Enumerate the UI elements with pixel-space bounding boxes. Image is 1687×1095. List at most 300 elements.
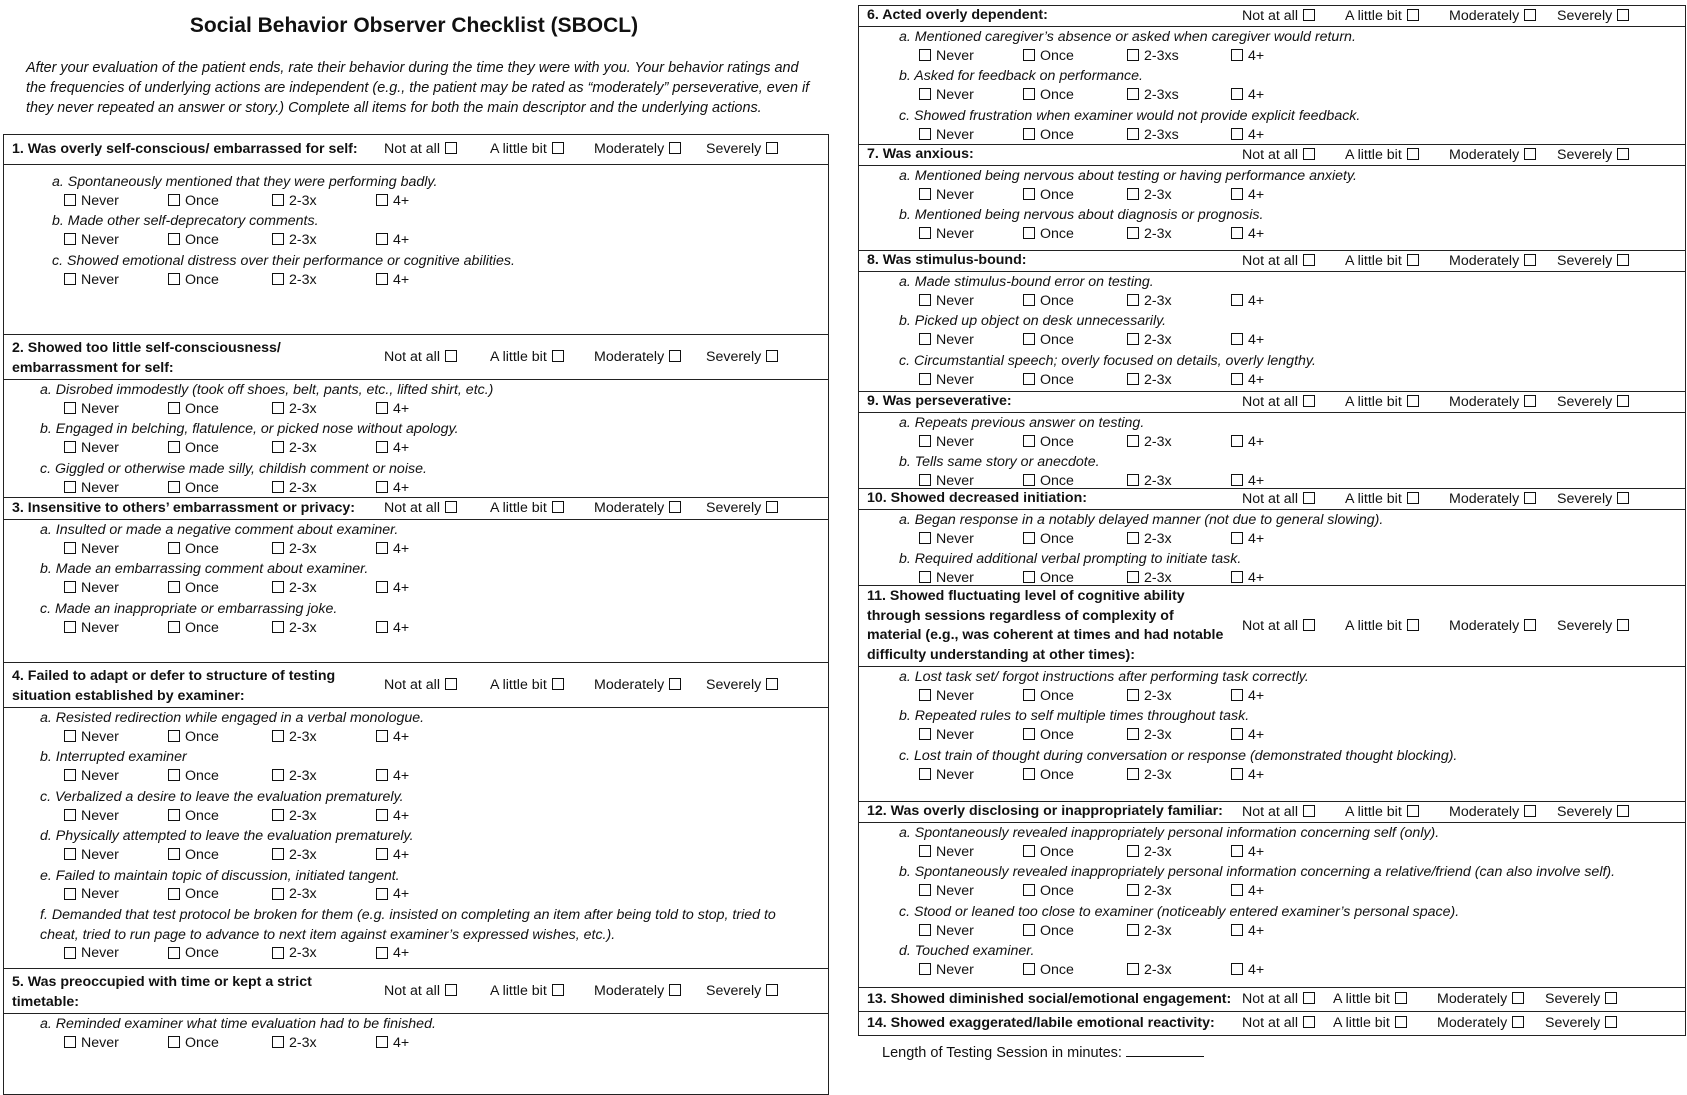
checkbox-icon[interactable] (1231, 333, 1243, 345)
rating-a-little-bit[interactable] (490, 348, 564, 367)
checkbox-icon[interactable] (1231, 49, 1243, 61)
checkbox-icon[interactable] (376, 730, 388, 742)
frequency-2[interactable] (1127, 225, 1172, 244)
checkbox-icon[interactable] (1303, 805, 1315, 817)
checkbox-icon[interactable] (445, 501, 457, 513)
checkbox-icon[interactable] (1127, 768, 1139, 780)
rating-severely[interactable] (706, 499, 778, 518)
rating-not-at-all[interactable] (384, 676, 457, 695)
checkbox-icon[interactable] (669, 984, 681, 996)
checkbox-icon[interactable] (1617, 148, 1629, 160)
checkbox-icon[interactable] (272, 769, 284, 781)
frequency-0[interactable] (919, 433, 974, 452)
checkbox-icon[interactable] (272, 402, 284, 414)
checkbox-icon[interactable] (1231, 88, 1243, 100)
frequency-3[interactable] (1231, 225, 1264, 244)
frequency-3[interactable] (376, 767, 409, 786)
frequency-2[interactable] (272, 579, 317, 598)
frequency-3[interactable] (376, 846, 409, 865)
checkbox-icon[interactable] (168, 848, 180, 860)
frequency-2[interactable] (272, 807, 317, 826)
frequency-1[interactable] (168, 400, 219, 419)
checkbox-icon[interactable] (1605, 992, 1617, 1004)
frequency-3[interactable] (1231, 530, 1264, 549)
frequency-3[interactable] (1231, 86, 1264, 105)
frequency-0[interactable] (919, 225, 974, 244)
frequency-3[interactable] (376, 579, 409, 598)
frequency-3[interactable] (1231, 843, 1264, 862)
checkbox-icon[interactable] (919, 333, 931, 345)
checkbox-icon[interactable] (168, 1036, 180, 1048)
frequency-0[interactable] (64, 479, 119, 498)
checkbox-icon[interactable] (919, 689, 931, 701)
checkbox-icon[interactable] (766, 678, 778, 690)
checkbox-icon[interactable] (168, 730, 180, 742)
checkbox-icon[interactable] (919, 294, 931, 306)
checkbox-icon[interactable] (1023, 373, 1035, 385)
checkbox-icon[interactable] (1023, 188, 1035, 200)
checkbox-icon[interactable] (168, 441, 180, 453)
rating-moderately[interactable] (594, 348, 681, 367)
frequency-1[interactable] (1023, 292, 1074, 311)
frequency-2[interactable] (272, 479, 317, 498)
frequency-3[interactable] (1231, 882, 1264, 901)
checkbox-icon[interactable] (919, 963, 931, 975)
checkbox-icon[interactable] (1303, 492, 1315, 504)
checkbox-icon[interactable] (64, 273, 76, 285)
checkbox-icon[interactable] (1023, 532, 1035, 544)
frequency-1[interactable] (1023, 126, 1074, 145)
rating-not-at-all[interactable] (1242, 1014, 1315, 1033)
checkbox-icon[interactable] (376, 273, 388, 285)
checkbox-icon[interactable] (64, 621, 76, 633)
frequency-0[interactable] (919, 331, 974, 350)
frequency-0[interactable] (64, 767, 119, 786)
frequency-0[interactable] (919, 687, 974, 706)
frequency-2[interactable] (1127, 186, 1172, 205)
frequency-3[interactable] (376, 944, 409, 963)
frequency-2[interactable] (272, 885, 317, 904)
checkbox-icon[interactable] (1524, 9, 1536, 21)
rating-moderately[interactable] (1449, 803, 1536, 822)
frequency-2[interactable] (272, 439, 317, 458)
checkbox-icon[interactable] (919, 49, 931, 61)
frequency-1[interactable] (168, 807, 219, 826)
checkbox-icon[interactable] (1303, 9, 1315, 21)
checkbox-icon[interactable] (1023, 884, 1035, 896)
frequency-2[interactable] (1127, 292, 1172, 311)
rating-a-little-bit[interactable] (490, 140, 564, 159)
frequency-1[interactable] (168, 728, 219, 747)
frequency-3[interactable] (376, 192, 409, 211)
rating-severely[interactable] (1545, 1014, 1617, 1033)
rating-not-at-all[interactable] (1242, 617, 1315, 636)
checkbox-icon[interactable] (552, 984, 564, 996)
checkbox-icon[interactable] (1524, 492, 1536, 504)
rating-not-at-all[interactable] (1242, 146, 1315, 165)
checkbox-icon[interactable] (919, 532, 931, 544)
checkbox-icon[interactable] (272, 441, 284, 453)
frequency-2[interactable] (272, 192, 317, 211)
frequency-2[interactable] (272, 846, 317, 865)
checkbox-icon[interactable] (919, 924, 931, 936)
frequency-3[interactable] (1231, 186, 1264, 205)
checkbox-icon[interactable] (1127, 474, 1139, 486)
checkbox-icon[interactable] (376, 402, 388, 414)
frequency-3[interactable] (1231, 766, 1264, 785)
rating-not-at-all[interactable] (384, 348, 457, 367)
checkbox-icon[interactable] (272, 481, 284, 493)
rating-moderately[interactable] (1449, 393, 1536, 412)
checkbox-icon[interactable] (1617, 619, 1629, 631)
checkbox-icon[interactable] (1023, 963, 1035, 975)
frequency-3[interactable] (376, 619, 409, 638)
checkbox-icon[interactable] (64, 481, 76, 493)
rating-moderately[interactable] (1449, 7, 1536, 26)
frequency-2[interactable] (272, 944, 317, 963)
frequency-1[interactable] (168, 540, 219, 559)
rating-not-at-all[interactable] (384, 140, 457, 159)
frequency-2[interactable] (1127, 433, 1172, 452)
frequency-3[interactable] (1231, 961, 1264, 980)
checkbox-icon[interactable] (376, 621, 388, 633)
checkbox-icon[interactable] (1303, 395, 1315, 407)
checkbox-icon[interactable] (1023, 49, 1035, 61)
rating-a-little-bit[interactable] (490, 982, 564, 1001)
frequency-1[interactable] (168, 767, 219, 786)
frequency-1[interactable] (1023, 843, 1074, 862)
rating-a-little-bit[interactable] (1345, 393, 1419, 412)
checkbox-icon[interactable] (919, 768, 931, 780)
checkbox-icon[interactable] (168, 947, 180, 959)
frequency-2[interactable] (272, 271, 317, 290)
frequency-1[interactable] (1023, 371, 1074, 390)
rating-moderately[interactable] (1449, 146, 1536, 165)
checkbox-icon[interactable] (1127, 689, 1139, 701)
checkbox-icon[interactable] (1407, 254, 1419, 266)
checkbox-icon[interactable] (1605, 1016, 1617, 1028)
checkbox-icon[interactable] (552, 501, 564, 513)
checkbox-icon[interactable] (168, 581, 180, 593)
checkbox-icon[interactable] (669, 678, 681, 690)
checkbox-icon[interactable] (64, 542, 76, 554)
frequency-1[interactable] (1023, 726, 1074, 745)
checkbox-icon[interactable] (919, 188, 931, 200)
checkbox-icon[interactable] (64, 441, 76, 453)
checkbox-icon[interactable] (1407, 148, 1419, 160)
checkbox-icon[interactable] (64, 233, 76, 245)
checkbox-icon[interactable] (1127, 728, 1139, 740)
rating-severely[interactable] (706, 676, 778, 695)
checkbox-icon[interactable] (445, 678, 457, 690)
checkbox-icon[interactable] (1231, 571, 1243, 583)
checkbox-icon[interactable] (272, 848, 284, 860)
frequency-3[interactable] (1231, 433, 1264, 452)
checkbox-icon[interactable] (919, 227, 931, 239)
frequency-0[interactable] (919, 186, 974, 205)
checkbox-icon[interactable] (168, 481, 180, 493)
frequency-2[interactable] (1127, 687, 1172, 706)
checkbox-icon[interactable] (376, 1036, 388, 1048)
checkbox-icon[interactable] (1023, 88, 1035, 100)
checkbox-icon[interactable] (272, 621, 284, 633)
rating-a-little-bit[interactable] (490, 676, 564, 695)
checkbox-icon[interactable] (1231, 963, 1243, 975)
checkbox-icon[interactable] (919, 88, 931, 100)
checkbox-icon[interactable] (1231, 728, 1243, 740)
checkbox-icon[interactable] (1617, 492, 1629, 504)
checkbox-icon[interactable] (919, 435, 931, 447)
rating-not-at-all[interactable] (384, 499, 457, 518)
checkbox-icon[interactable] (1023, 689, 1035, 701)
rating-moderately[interactable] (594, 499, 681, 518)
checkbox-icon[interactable] (1231, 227, 1243, 239)
frequency-0[interactable] (919, 86, 974, 105)
checkbox-icon[interactable] (669, 501, 681, 513)
checkbox-icon[interactable] (1023, 128, 1035, 140)
frequency-1[interactable] (1023, 433, 1074, 452)
checkbox-icon[interactable] (376, 848, 388, 860)
frequency-3[interactable] (1231, 726, 1264, 745)
checkbox-icon[interactable] (919, 571, 931, 583)
checkbox-icon[interactable] (1524, 254, 1536, 266)
checkbox-icon[interactable] (168, 769, 180, 781)
checkbox-icon[interactable] (272, 542, 284, 554)
rating-severely[interactable] (1557, 146, 1629, 165)
frequency-3[interactable] (1231, 292, 1264, 311)
rating-a-little-bit[interactable] (1345, 252, 1419, 271)
rating-severely[interactable] (1557, 252, 1629, 271)
checkbox-icon[interactable] (766, 984, 778, 996)
checkbox-icon[interactable] (272, 233, 284, 245)
frequency-0[interactable] (64, 439, 119, 458)
checkbox-icon[interactable] (1023, 227, 1035, 239)
checkbox-icon[interactable] (1023, 474, 1035, 486)
checkbox-icon[interactable] (376, 769, 388, 781)
rating-not-at-all[interactable] (1242, 252, 1315, 271)
rating-moderately[interactable] (594, 676, 681, 695)
frequency-1[interactable] (1023, 186, 1074, 205)
checkbox-icon[interactable] (1127, 571, 1139, 583)
frequency-1[interactable] (1023, 961, 1074, 980)
checkbox-icon[interactable] (1231, 689, 1243, 701)
frequency-0[interactable] (64, 579, 119, 598)
checkbox-icon[interactable] (766, 350, 778, 362)
checkbox-icon[interactable] (376, 581, 388, 593)
checkbox-icon[interactable] (1407, 805, 1419, 817)
session-length-field[interactable] (1126, 1044, 1204, 1057)
frequency-2[interactable] (1127, 331, 1172, 350)
frequency-0[interactable] (919, 530, 974, 549)
checkbox-icon[interactable] (64, 888, 76, 900)
checkbox-icon[interactable] (168, 194, 180, 206)
checkbox-icon[interactable] (1127, 845, 1139, 857)
checkbox-icon[interactable] (376, 441, 388, 453)
frequency-1[interactable] (168, 231, 219, 250)
frequency-0[interactable] (919, 961, 974, 980)
frequency-2[interactable] (272, 619, 317, 638)
rating-moderately[interactable] (1449, 490, 1536, 509)
checkbox-icon[interactable] (1231, 768, 1243, 780)
frequency-0[interactable] (919, 882, 974, 901)
frequency-2[interactable] (1127, 766, 1172, 785)
rating-severely[interactable] (1557, 803, 1629, 822)
frequency-3[interactable] (1231, 331, 1264, 350)
checkbox-icon[interactable] (1127, 49, 1139, 61)
frequency-1[interactable] (1023, 86, 1074, 105)
frequency-0[interactable] (919, 922, 974, 941)
rating-moderately[interactable] (1449, 617, 1536, 636)
frequency-3[interactable] (1231, 371, 1264, 390)
checkbox-icon[interactable] (552, 350, 564, 362)
checkbox-icon[interactable] (1231, 884, 1243, 896)
checkbox-icon[interactable] (1303, 148, 1315, 160)
frequency-1[interactable] (168, 1034, 219, 1053)
checkbox-icon[interactable] (919, 884, 931, 896)
checkbox-icon[interactable] (1524, 395, 1536, 407)
checkbox-icon[interactable] (1231, 924, 1243, 936)
checkbox-icon[interactable] (376, 888, 388, 900)
rating-severely[interactable] (1545, 990, 1617, 1009)
rating-severely[interactable] (706, 140, 778, 159)
rating-severely[interactable] (1557, 617, 1629, 636)
checkbox-icon[interactable] (64, 769, 76, 781)
frequency-1[interactable] (1023, 687, 1074, 706)
frequency-1[interactable] (168, 619, 219, 638)
checkbox-icon[interactable] (168, 233, 180, 245)
checkbox-icon[interactable] (1127, 532, 1139, 544)
checkbox-icon[interactable] (1023, 768, 1035, 780)
checkbox-icon[interactable] (1127, 884, 1139, 896)
frequency-3[interactable] (376, 479, 409, 498)
checkbox-icon[interactable] (1303, 1016, 1315, 1028)
frequency-1[interactable] (168, 579, 219, 598)
checkbox-icon[interactable] (766, 142, 778, 154)
checkbox-icon[interactable] (168, 273, 180, 285)
rating-moderately[interactable] (594, 140, 681, 159)
checkbox-icon[interactable] (1127, 188, 1139, 200)
frequency-1[interactable] (168, 885, 219, 904)
frequency-0[interactable] (64, 619, 119, 638)
frequency-1[interactable] (168, 846, 219, 865)
checkbox-icon[interactable] (1023, 571, 1035, 583)
frequency-1[interactable] (1023, 882, 1074, 901)
rating-a-little-bit[interactable] (1345, 617, 1419, 636)
checkbox-icon[interactable] (1023, 294, 1035, 306)
frequency-1[interactable] (168, 479, 219, 498)
checkbox-icon[interactable] (1127, 373, 1139, 385)
checkbox-icon[interactable] (1407, 619, 1419, 631)
checkbox-icon[interactable] (1407, 395, 1419, 407)
checkbox-icon[interactable] (552, 678, 564, 690)
checkbox-icon[interactable] (552, 142, 564, 154)
checkbox-icon[interactable] (64, 402, 76, 414)
checkbox-icon[interactable] (445, 350, 457, 362)
rating-a-little-bit[interactable] (1345, 146, 1419, 165)
frequency-2[interactable] (272, 400, 317, 419)
checkbox-icon[interactable] (1617, 254, 1629, 266)
checkbox-icon[interactable] (919, 728, 931, 740)
checkbox-icon[interactable] (1231, 532, 1243, 544)
frequency-2[interactable] (272, 231, 317, 250)
frequency-2[interactable] (272, 767, 317, 786)
checkbox-icon[interactable] (1127, 435, 1139, 447)
checkbox-icon[interactable] (376, 809, 388, 821)
frequency-3[interactable] (376, 807, 409, 826)
frequency-3[interactable] (1231, 687, 1264, 706)
rating-severely[interactable] (1557, 490, 1629, 509)
checkbox-icon[interactable] (1512, 992, 1524, 1004)
checkbox-icon[interactable] (64, 1036, 76, 1048)
frequency-2[interactable] (1127, 922, 1172, 941)
checkbox-icon[interactable] (1231, 845, 1243, 857)
frequency-0[interactable] (64, 846, 119, 865)
frequency-2[interactable] (1127, 47, 1179, 66)
checkbox-icon[interactable] (272, 194, 284, 206)
checkbox-icon[interactable] (1023, 333, 1035, 345)
frequency-1[interactable] (168, 271, 219, 290)
checkbox-icon[interactable] (1023, 728, 1035, 740)
checkbox-icon[interactable] (1303, 619, 1315, 631)
frequency-2[interactable] (272, 540, 317, 559)
frequency-2[interactable] (1127, 882, 1172, 901)
checkbox-icon[interactable] (272, 581, 284, 593)
frequency-3[interactable] (376, 885, 409, 904)
frequency-0[interactable] (919, 292, 974, 311)
checkbox-icon[interactable] (1231, 435, 1243, 447)
frequency-1[interactable] (1023, 331, 1074, 350)
frequency-0[interactable] (64, 1034, 119, 1053)
checkbox-icon[interactable] (1303, 992, 1315, 1004)
frequency-0[interactable] (64, 192, 119, 211)
checkbox-icon[interactable] (1303, 254, 1315, 266)
rating-a-little-bit[interactable] (1345, 803, 1419, 822)
checkbox-icon[interactable] (1395, 1016, 1407, 1028)
checkbox-icon[interactable] (1127, 963, 1139, 975)
checkbox-icon[interactable] (919, 373, 931, 385)
frequency-0[interactable] (64, 400, 119, 419)
frequency-1[interactable] (1023, 47, 1074, 66)
frequency-2[interactable] (272, 728, 317, 747)
frequency-3[interactable] (1231, 922, 1264, 941)
checkbox-icon[interactable] (1231, 294, 1243, 306)
frequency-1[interactable] (1023, 530, 1074, 549)
frequency-2[interactable] (1127, 843, 1172, 862)
rating-severely[interactable] (1557, 393, 1629, 412)
frequency-2[interactable] (1127, 86, 1179, 105)
checkbox-icon[interactable] (64, 730, 76, 742)
frequency-0[interactable] (919, 371, 974, 390)
checkbox-icon[interactable] (272, 947, 284, 959)
frequency-0[interactable] (64, 540, 119, 559)
frequency-3[interactable] (376, 400, 409, 419)
checkbox-icon[interactable] (1512, 1016, 1524, 1028)
checkbox-icon[interactable] (1617, 805, 1629, 817)
checkbox-icon[interactable] (919, 474, 931, 486)
checkbox-icon[interactable] (1617, 9, 1629, 21)
frequency-2[interactable] (272, 1034, 317, 1053)
checkbox-icon[interactable] (1127, 924, 1139, 936)
checkbox-icon[interactable] (669, 142, 681, 154)
rating-severely[interactable] (706, 348, 778, 367)
checkbox-icon[interactable] (1127, 128, 1139, 140)
checkbox-icon[interactable] (1524, 805, 1536, 817)
checkbox-icon[interactable] (1127, 333, 1139, 345)
checkbox-icon[interactable] (1127, 294, 1139, 306)
frequency-1[interactable] (1023, 225, 1074, 244)
frequency-0[interactable] (64, 807, 119, 826)
checkbox-icon[interactable] (1023, 845, 1035, 857)
